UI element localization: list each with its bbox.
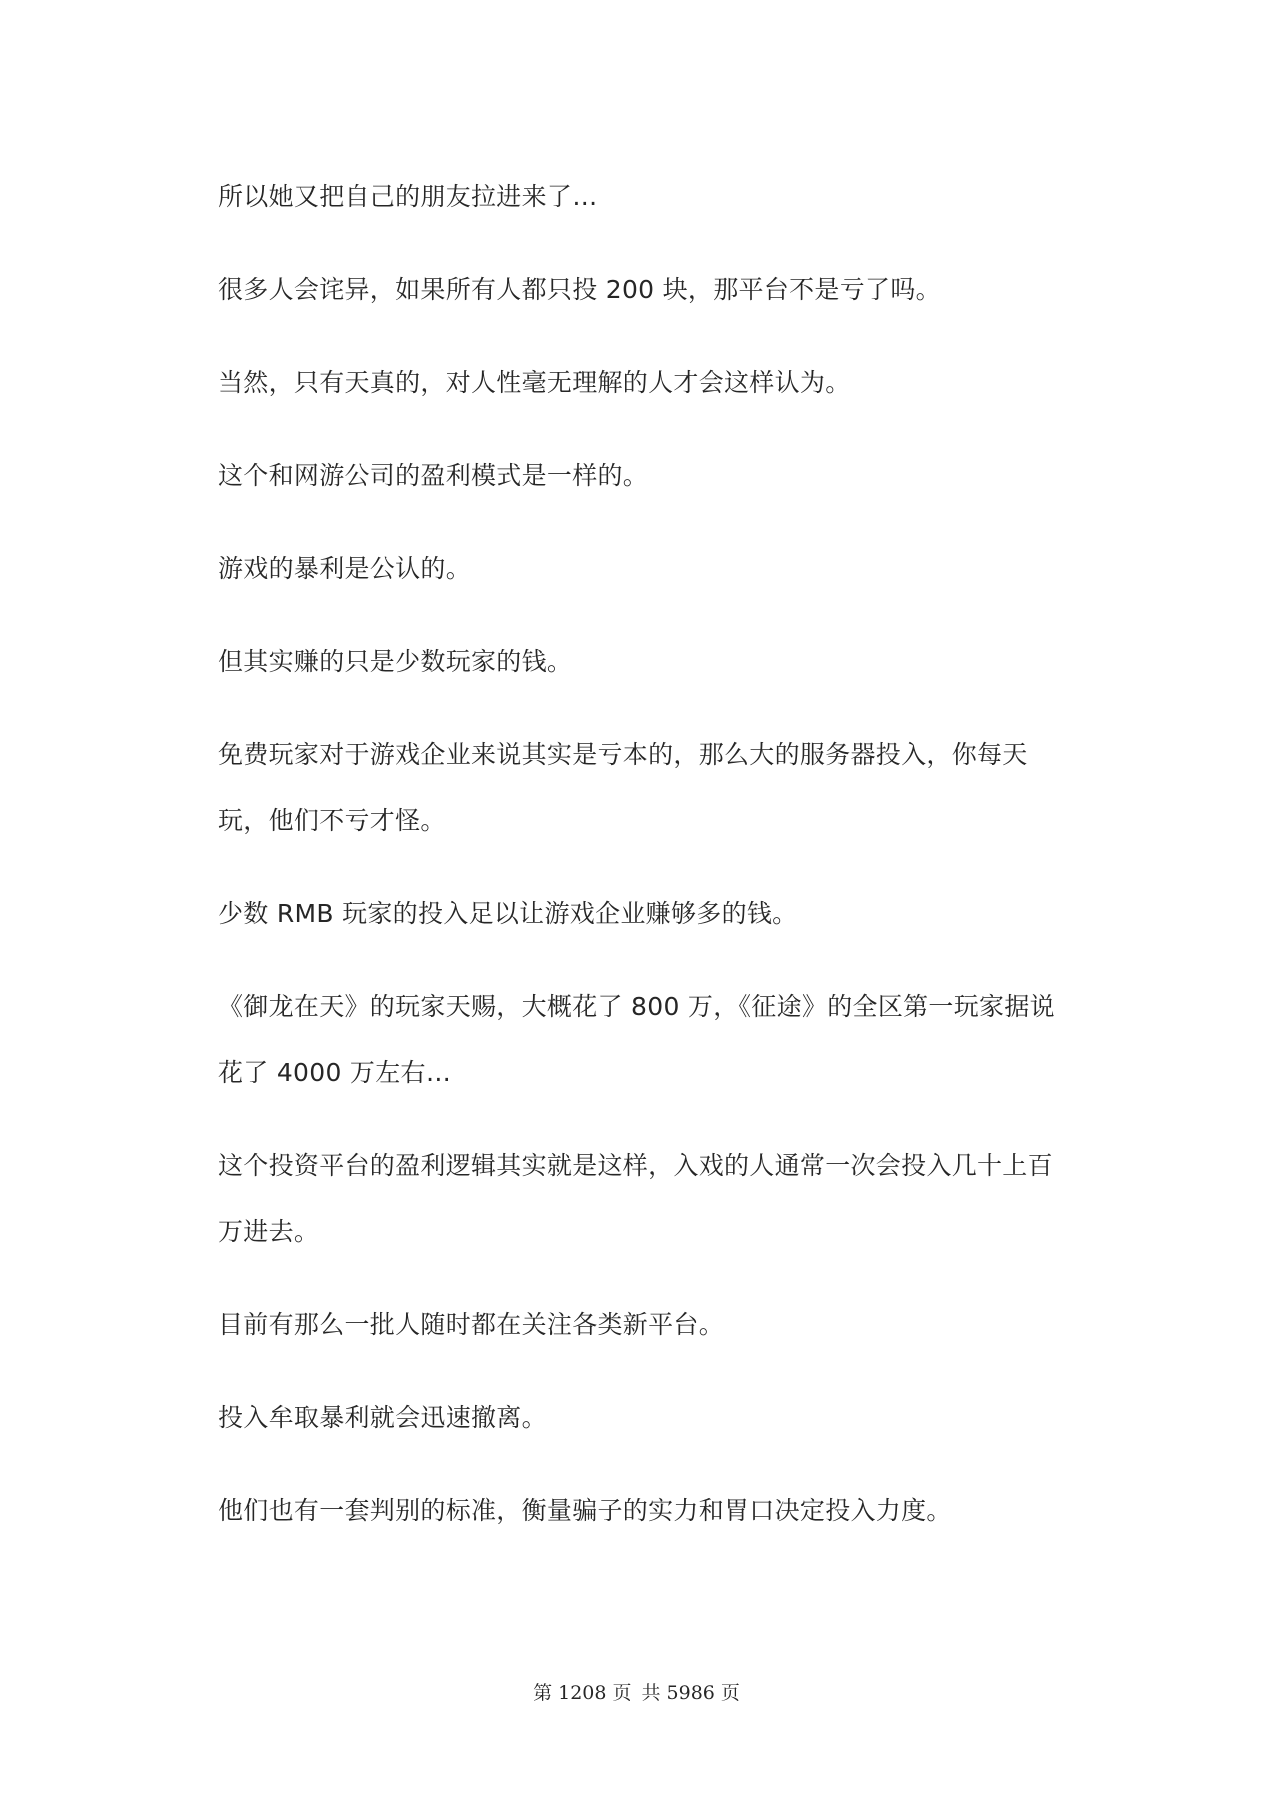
page-middle-text: 页 共 <box>612 1682 661 1704</box>
page-suffix: 页 <box>720 1682 740 1704</box>
paragraph: 少数 RMB 玩家的投入足以让游戏企业赚够多的钱。 <box>218 899 798 928</box>
paragraph: 目前有那么一批人随时都在关注各类新平台。 <box>218 1310 725 1339</box>
paragraph: 投入牟取暴利就会迅速撤离。 <box>218 1403 547 1432</box>
paragraph: 所以她又把自己的朋友拉进来了… <box>218 182 598 211</box>
page-prefix: 第 <box>533 1682 553 1704</box>
paragraph: 但其实赚的只是少数玩家的钱。 <box>218 647 573 676</box>
total-pages-number: 5986 <box>666 1682 715 1704</box>
paragraph: 他们也有一套判别的标准，衡量骗子的实力和胃口决定投入力度。 <box>218 1496 952 1525</box>
paragraph: 很多人会诧异，如果所有人都只投 200 块，那平台不是亏了吗。 <box>218 275 941 304</box>
paragraph: 这个和网游公司的盈利模式是一样的。 <box>218 461 649 490</box>
current-page-number: 1208 <box>558 1682 607 1704</box>
paragraph: 当然，只有天真的，对人性毫无理解的人才会这样认为。 <box>218 368 851 397</box>
paragraph: 免费玩家对于游戏企业来说其实是亏本的，那么大的服务器投入，你每天玩，他们不亏才怪。 <box>218 740 1028 835</box>
document-body <box>218 164 1068 1571</box>
paragraph: 这个投资平台的盈利逻辑其实就是这样，入戏的人通常一次会投入几十上百万进去。 <box>218 1151 1053 1246</box>
paragraph: 游戏的暴利是公认的。 <box>218 554 472 583</box>
paragraph: 《御龙在天》的玩家天赐，大概花了 800 万，《征途》的全区第一玩家据说花了 4000 万左右… <box>218 992 1055 1087</box>
page-number-footer <box>0 1678 1273 1705</box>
